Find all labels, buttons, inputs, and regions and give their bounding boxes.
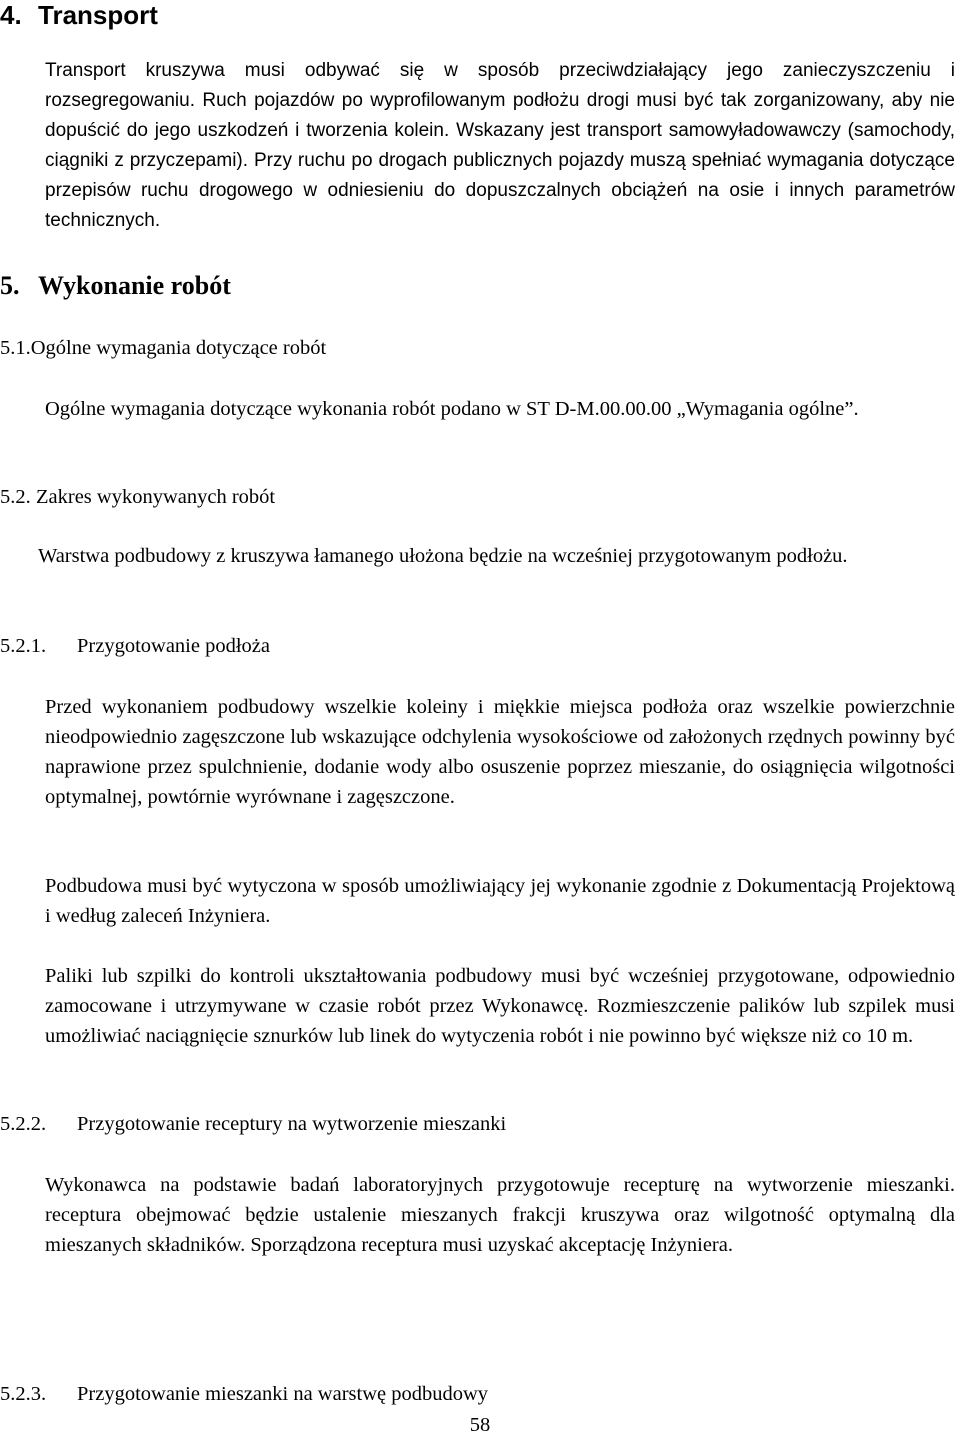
heading-title: Wykonanie robót: [38, 271, 231, 300]
heading-number: 5.2.: [0, 486, 31, 508]
heading-wykonanie-robot: [0, 271, 231, 301]
heading-title: Przygotowanie receptury na wytworzenie mieszanki: [77, 1113, 507, 1135]
heading-number: 5.2.1.: [0, 635, 47, 657]
heading-number: 5.2.3.: [0, 1383, 47, 1405]
heading-title: Przygotowanie podłoża: [77, 635, 270, 657]
page-number: 58: [469, 1414, 491, 1436]
heading-number: 5.2.2.: [0, 1113, 47, 1135]
paragraph-5-2-2: Wykonawca na podstawie badań laboratoryjnych przygotowuje recepturę na wytworzenie mieszanki. receptura obejmować będzie ustalenie mieszanych frakcji kruszywa oraz wilgotność optymalną dla mieszanych składników. Sporządzona receptura musi uzyskać akceptację Inżyniera.: [45, 1174, 955, 1256]
paragraph-5-2-1-c: Paliki lub szpilki do kontroli ukształtowania podbudowy musi być wcześniej przygotowane, odpowiednio zamocowane i utrzymywane w czasie robót przez Wykonawcę. Rozmieszczenie palików lub szpilek musi umożliwiać naciągnięcie sznurków lub linek do wytyczenia robót i nie powinno być większe niż co 10 m.: [45, 965, 955, 1047]
heading-number: 5.1.: [0, 337, 31, 359]
heading-title: Ogólne wymagania dotyczące robót: [30, 337, 327, 359]
heading-number: 5.: [0, 271, 20, 300]
paragraph-5-1: Ogólne wymagania dotyczące wykonania robót podano w ST D-M.00.00.00 „Wymagania ogólne”.: [45, 398, 859, 420]
heading-5-2-2: [0, 1109, 506, 1139]
heading-5-2: [0, 482, 275, 512]
paragraph-5-2-1-a: Przed wykonaniem podbudowy wszelkie koleiny i miękkie miejsca podłoża oraz wszelkie powierzchnie nieodpowiednio zagęszczone lub wskazujące odchylenia wysokościowe od założonych rzędnych powinny być naprawione przez spulchnienie, dodanie wody albo osuszenie poprzez mieszanie, do osiągnięcia wilgotności optymalnej, powtórnie wyrównane i zagęszczone.: [45, 696, 955, 808]
paragraph-5-2-1-b: Podbudowa musi być wytyczona w sposób umożliwiający jej wykonanie zgodnie z Dokumentacją Projektową i według zaleceń Inżyniera.: [45, 875, 955, 927]
heading-transport: [0, 0, 158, 30]
heading-title: Zakres wykonywanych robót: [36, 486, 276, 508]
heading-title: Przygotowanie mieszanki na warstwę podbudowy: [77, 1383, 489, 1405]
paragraph-5-2: Warstwa podbudowy z kruszywa łamanego ułożona będzie na wcześniej przygotowanym podłożu.: [38, 545, 848, 567]
heading-title: Transport: [38, 0, 158, 30]
heading-5-2-1: [0, 631, 270, 661]
heading-5-1: [0, 333, 326, 363]
paragraph-transport: Transport kruszywa musi odbywać się w sposób przeciwdziałający jego zanieczyszczeniu i rozsegregowaniu. Ruch pojazdów po wyprofilowanym podłożu drogi musi być tak zorganizowany, aby nie dopuścić do jego uszkodzeń i tworzenia kolein. Wskazany jest transport samowyładowawczy (samochody, ciągniki z przyczepami). Przy ruchu po drogach publicznych pojazdy muszą spełniać wymagania dotyczące przepisów ruchu drogowego w odniesieniu do dopuszczalnych obciążeń na osie i innych parametrów technicznych.: [45, 60, 955, 231]
heading-number: 4.: [0, 0, 22, 30]
heading-5-2-3: [0, 1379, 488, 1409]
